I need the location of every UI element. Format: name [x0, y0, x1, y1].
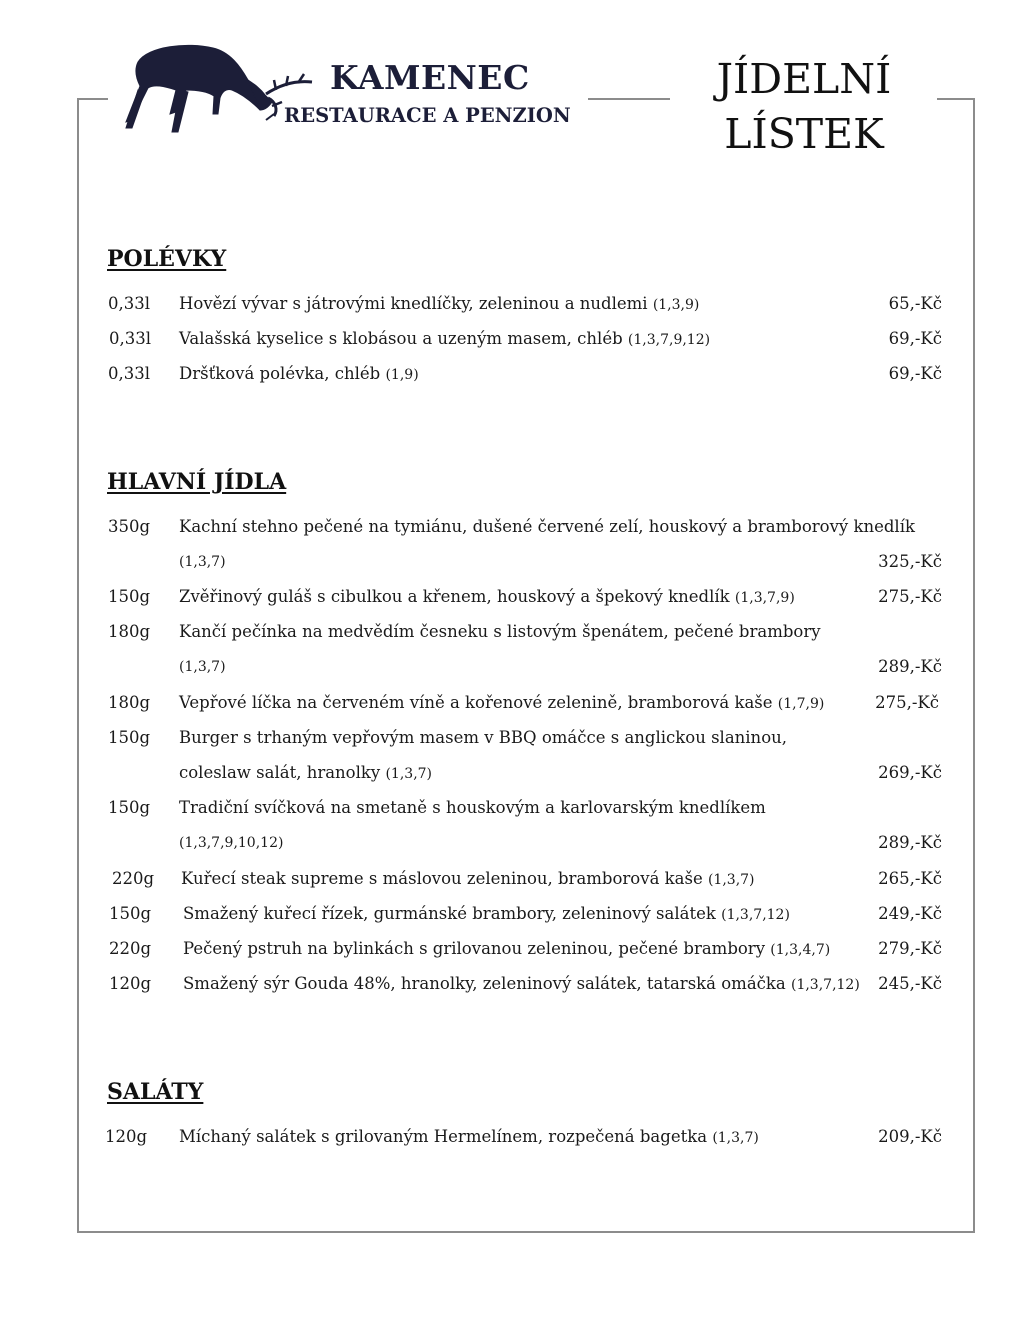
item-description	[183, 904, 790, 923]
item-allergens: (1,3,7,9,10,12)	[179, 835, 284, 851]
item-allergens: (1,3,7)	[385, 766, 433, 782]
item-quantity: 0,33l	[109, 329, 152, 348]
item-price: 249,-Kč	[878, 904, 942, 923]
brand-name: KAMENEC	[330, 58, 530, 97]
item-description-line2	[179, 763, 432, 782]
item-allergens: (1,7,9)	[777, 696, 825, 712]
item-quantity: 220g	[109, 939, 152, 958]
item-quantity: 150g	[108, 798, 151, 817]
section-title-soups: POLÉVKY	[107, 246, 227, 272]
item-price: 69,-Kč	[888, 329, 942, 348]
item-allergens: (1,3,7,12)	[790, 977, 860, 993]
item-allergens: (1,3,7)	[179, 659, 226, 675]
item-price: 289,-Kč	[878, 833, 942, 852]
item-price: 65,-Kč	[888, 294, 942, 313]
frame-right	[973, 98, 975, 1233]
item-allergens: (1,3,7)	[707, 872, 755, 888]
item-price: 265,-Kč	[878, 869, 942, 888]
section-title-mains: HLAVNÍ JÍDLA	[107, 469, 287, 495]
page-title	[680, 52, 928, 162]
item-quantity: 150g	[109, 904, 152, 923]
item-description	[179, 364, 419, 383]
item-description	[179, 294, 699, 313]
page-title-line2: LÍSTEK	[724, 110, 884, 158]
item-allergens: (1,3,7,9)	[734, 590, 795, 606]
item-name: Burger s trhaným vepřovým masem v BBQ omáčce s anglickou slaninou,	[179, 728, 787, 747]
page-title-line1: JÍDELNÍ	[716, 55, 892, 103]
item-allergens: (1,9)	[385, 367, 419, 383]
item-name: Zvěřinový guláš s cibulkou a křenem, houskový a špekový knedlík	[179, 587, 730, 606]
item-allergens: (1,3,7,9,12)	[627, 332, 711, 348]
item-price: 279,-Kč	[878, 939, 942, 958]
item-price: 275,-Kč	[875, 693, 939, 712]
item-name: Vepřové líčka na červeném víně a kořenové zelenině, bramborová kaše	[179, 693, 773, 712]
item-price: 289,-Kč	[878, 657, 942, 676]
item-name: Míchaný salátek s grilovaným Hermelínem, rozpečená bagetka	[179, 1127, 708, 1146]
item-quantity: 150g	[108, 728, 151, 747]
item-description	[179, 693, 824, 712]
item-name: Smažený kuřecí řízek, gurmánské brambory, zeleninový salátek	[183, 904, 716, 923]
frame-bottom	[77, 1231, 975, 1233]
item-name: Kančí pečínka na medvědím česneku s listovým špenátem, pečené brambory	[179, 622, 821, 641]
item-name: Tradiční svíčková na smetaně s houskovým a karlovarským knedlíkem	[179, 798, 766, 817]
item-name-line2: coleslaw salát, hranolky	[179, 763, 381, 782]
item-description	[179, 1127, 759, 1146]
item-description	[183, 939, 830, 958]
item-price: 325,-Kč	[878, 552, 942, 571]
item-name: Kachní stehno pečené na tymiánu, dušené červené zelí, houskový a bramborový knedlík	[179, 517, 915, 536]
item-name: Kuřecí steak supreme s máslovou zeleninou, bramborová kaše	[181, 869, 703, 888]
frame-top-left	[77, 98, 108, 100]
item-price: 245,-Kč	[878, 974, 942, 993]
frame-left	[77, 98, 79, 1233]
item-description	[181, 869, 755, 888]
item-price: 69,-Kč	[888, 364, 942, 383]
brand-tagline: RESTAURACE A PENZION	[284, 104, 571, 127]
item-name: Valašská kyselice s klobásou a uzeným masem, chléb	[179, 329, 623, 348]
item-price: 275,-Kč	[878, 587, 942, 606]
item-quantity: 180g	[108, 622, 151, 641]
item-description	[183, 974, 860, 993]
item-price: 209,-Kč	[878, 1127, 942, 1146]
item-allergens: (1,3,9)	[652, 297, 700, 313]
item-name: Smažený sýr Gouda 48%, hranolky, zeleninový salátek, tatarská omáčka	[183, 974, 786, 993]
item-quantity: 0,33l	[108, 364, 151, 383]
item-price: 269,-Kč	[878, 763, 942, 782]
item-quantity: 150g	[108, 587, 151, 606]
item-quantity: 220g	[112, 869, 155, 888]
item-allergens: (1,3,7)	[179, 554, 226, 570]
frame-top-middle	[588, 98, 670, 100]
item-allergens: (1,3,4,7)	[770, 942, 831, 958]
item-quantity: 120g	[109, 974, 152, 993]
item-description	[179, 329, 710, 348]
section-title-salads: SALÁTY	[107, 1079, 204, 1105]
item-name: Hovězí vývar s játrovými knedlíčky, zeleninou a nudlemi	[179, 294, 648, 313]
item-name: Dršťková polévka, chléb	[179, 364, 381, 383]
item-quantity: 180g	[108, 693, 151, 712]
item-quantity: 0,33l	[108, 294, 151, 313]
item-allergens: (1,3,7)	[712, 1130, 759, 1146]
item-description	[179, 587, 795, 606]
item-name: Pečený pstruh na bylinkách s grilovanou zeleninou, pečené brambory	[183, 939, 766, 958]
item-allergens: (1,3,7,12)	[721, 907, 790, 923]
item-quantity: 120g	[105, 1127, 148, 1146]
item-quantity: 350g	[108, 517, 151, 536]
frame-top-right	[937, 98, 975, 100]
